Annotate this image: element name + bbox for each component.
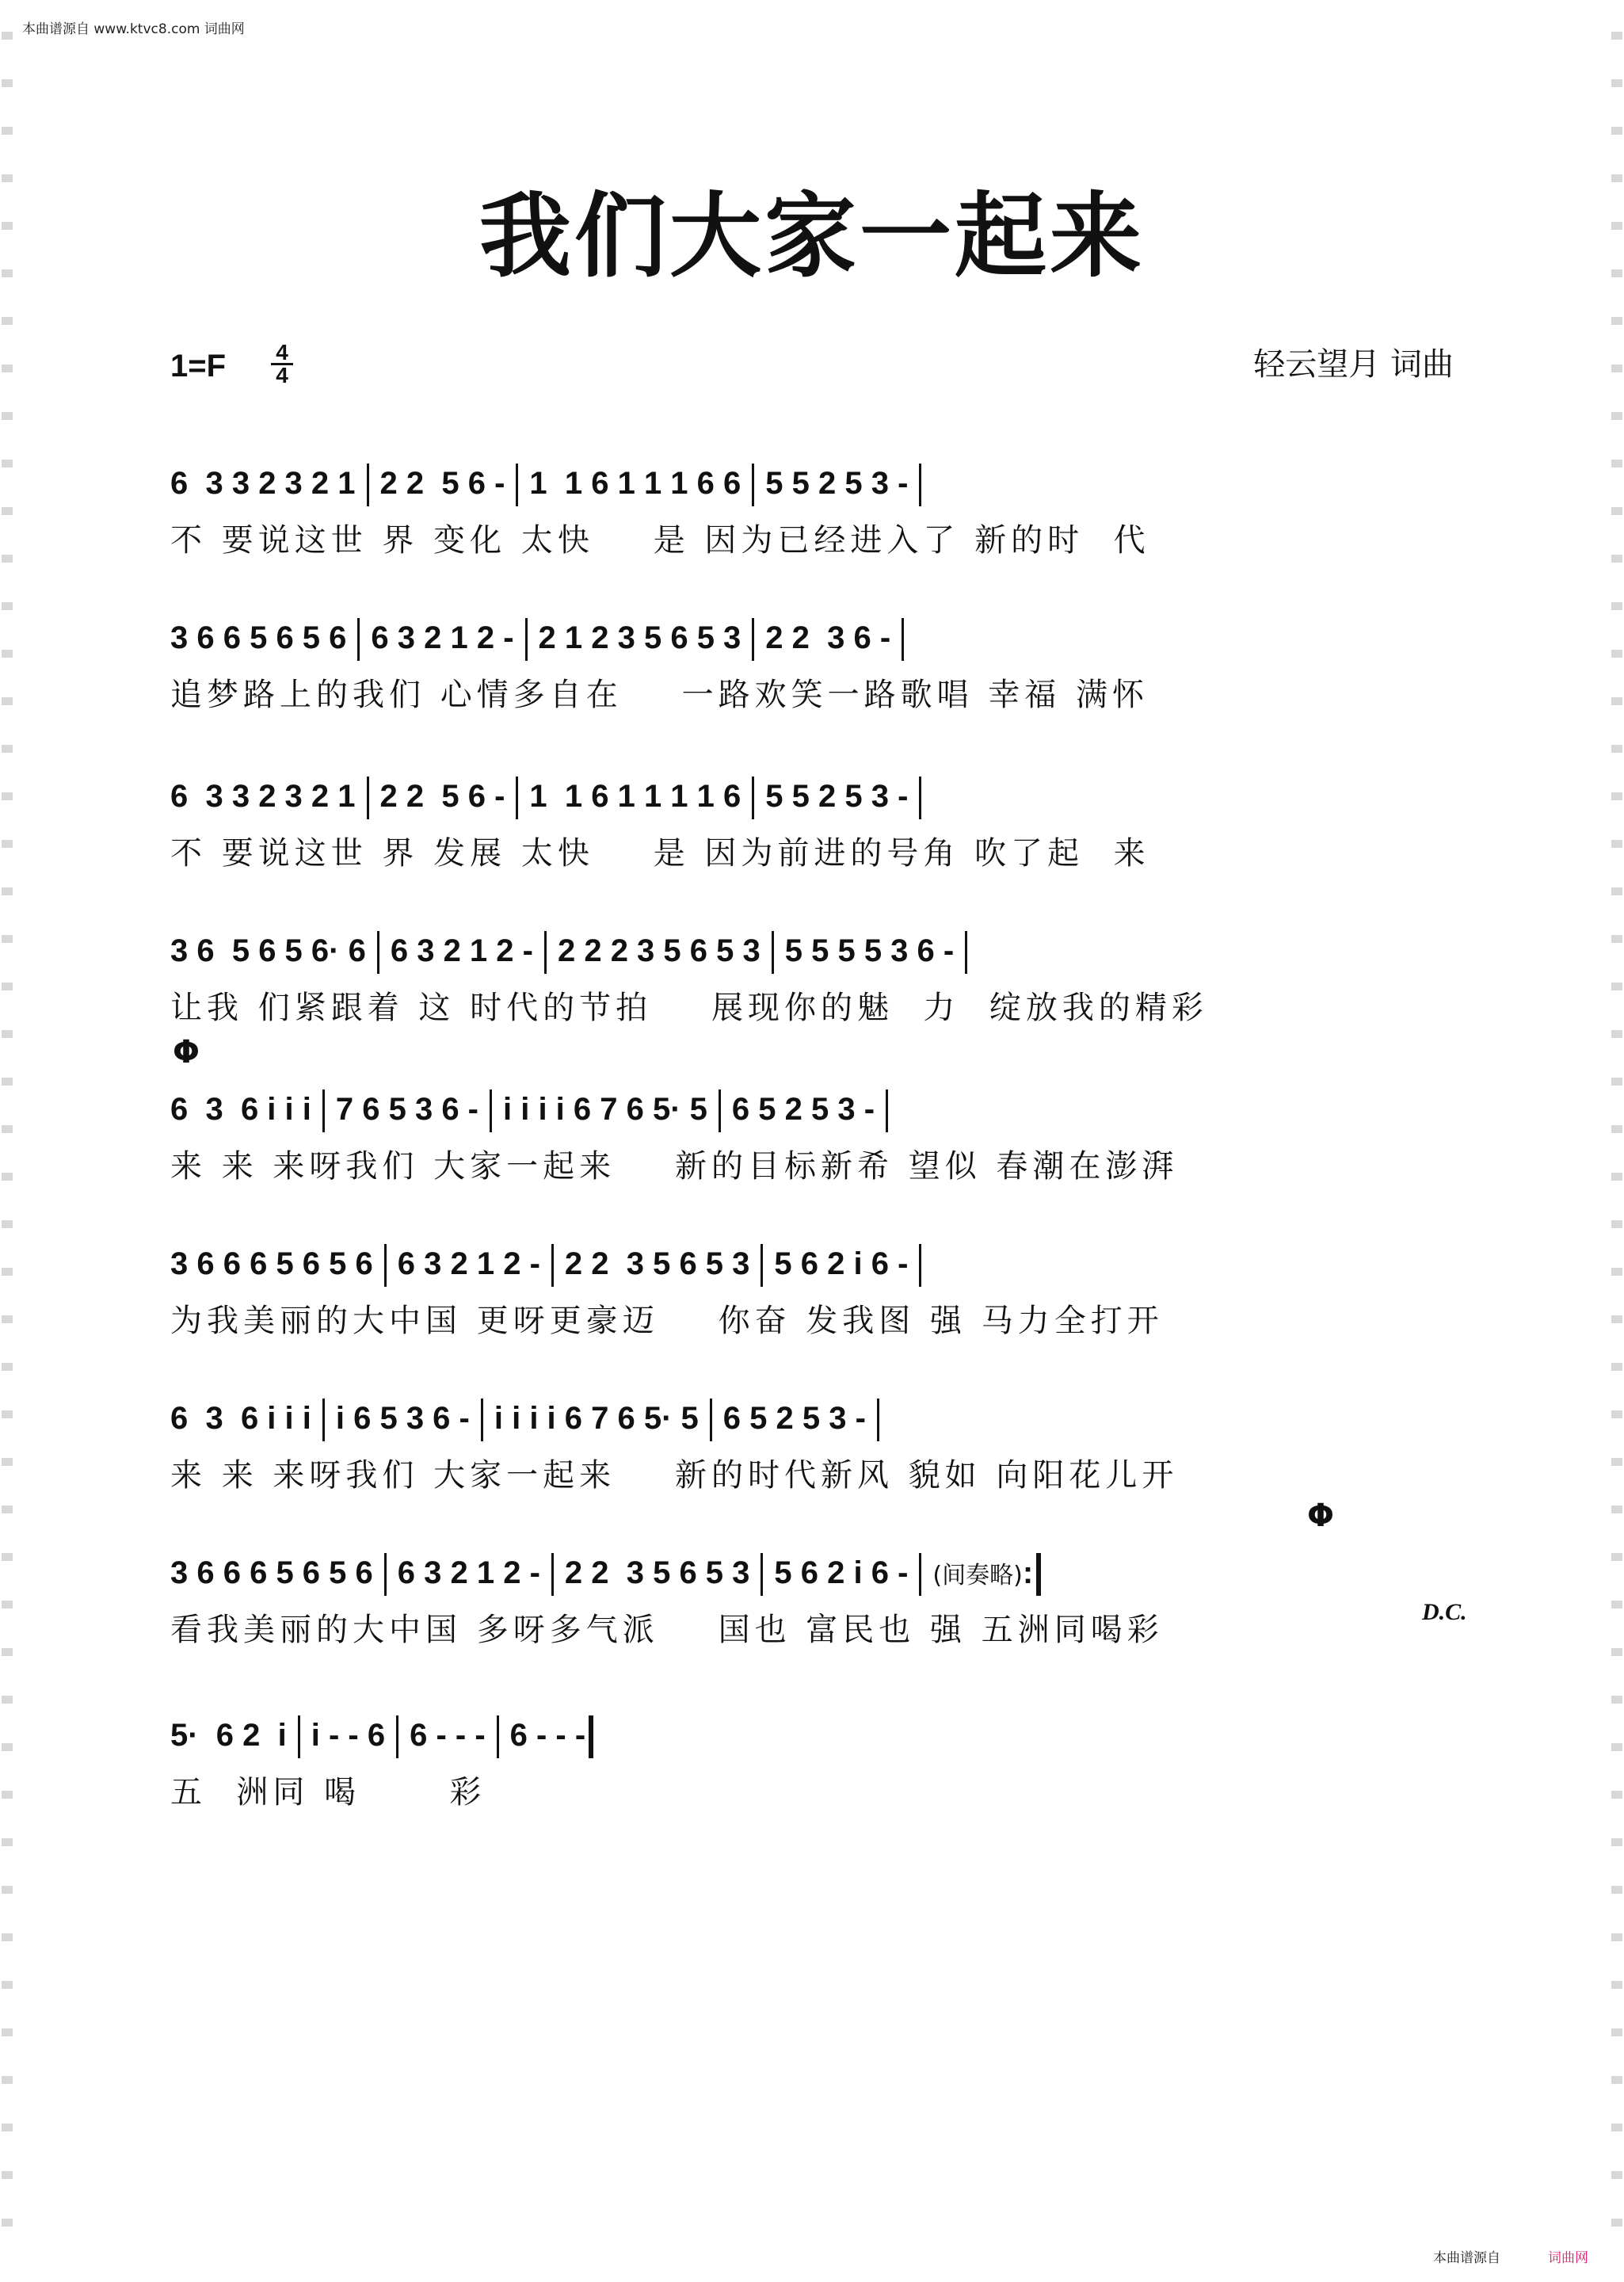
barline bbox=[525, 618, 528, 661]
score-system-7 bbox=[170, 1395, 1462, 1495]
song-title: 我们大家一起来 bbox=[479, 182, 1145, 290]
footer-site-link[interactable]: 词曲网 bbox=[1548, 2250, 1588, 2266]
time-signature-top: 4 bbox=[276, 340, 288, 364]
barline bbox=[719, 1089, 721, 1132]
barline bbox=[367, 464, 369, 506]
measure: 6 3 2 1 2 - bbox=[397, 1246, 540, 1281]
notes-line bbox=[170, 1395, 1462, 1442]
barline bbox=[772, 931, 774, 974]
notes-line bbox=[170, 927, 1462, 975]
time-signature bbox=[269, 342, 295, 386]
footer bbox=[1433, 2246, 1588, 2266]
measure: 6 3 3 2 3 2 1 bbox=[170, 466, 356, 501]
measure: 2 1 2 3 5 6 5 3 bbox=[538, 620, 741, 655]
barline bbox=[367, 777, 369, 819]
measure: 6 3 6 i i i bbox=[170, 1401, 311, 1436]
lyrics-line: 为我美丽的大中国 更呀更豪迈 你奋 发我图 强 马力全打开 bbox=[170, 1303, 1164, 1339]
measure: 2 2 2 3 5 6 5 3 bbox=[557, 933, 761, 968]
lyrics-line: 追梦路上的我们 心情多自在 一路欢笑一路歌唱 幸福 满怀 bbox=[170, 677, 1149, 713]
measure: 3 6 6 6 5 6 5 6 bbox=[170, 1246, 373, 1281]
measure: 6 5 2 5 3 - bbox=[722, 1401, 866, 1436]
barline bbox=[384, 1553, 387, 1596]
barline bbox=[919, 777, 921, 819]
measure: 5 5 2 5 3 - bbox=[765, 466, 909, 501]
measure: 3 6 5 6 5 6· 6 bbox=[170, 933, 366, 968]
notes-line bbox=[170, 1549, 1462, 1597]
score-system-1 bbox=[170, 460, 1462, 560]
barline bbox=[516, 777, 518, 819]
measure: i 6 5 3 6 - bbox=[335, 1401, 470, 1436]
barline bbox=[919, 1553, 921, 1596]
final-barline bbox=[589, 1715, 593, 1758]
notes-line bbox=[170, 1086, 1462, 1133]
repeat-dots: : bbox=[1022, 1555, 1034, 1590]
measure: 1 1 6 1 1 1 1 6 bbox=[529, 779, 741, 814]
barline bbox=[761, 1553, 763, 1596]
barline bbox=[919, 464, 921, 506]
barline bbox=[497, 1715, 499, 1758]
barline bbox=[886, 1089, 888, 1132]
barline bbox=[752, 464, 754, 506]
barline bbox=[919, 1244, 921, 1287]
barline bbox=[481, 1399, 483, 1441]
barline bbox=[544, 931, 547, 974]
barline bbox=[490, 1089, 492, 1132]
notes-line bbox=[170, 460, 1462, 507]
segno-mark: Φ bbox=[173, 1034, 200, 1070]
score-system-3 bbox=[170, 773, 1462, 873]
barline bbox=[877, 1399, 879, 1441]
author-credit: 轻云望月 词曲 bbox=[1253, 346, 1454, 383]
lyrics-line: 不 要说这世 界 变化 太快 是 因为已经进入了 新的时 代 bbox=[170, 522, 1150, 559]
barline bbox=[551, 1553, 554, 1596]
barline bbox=[752, 777, 754, 819]
header-source-text: 本曲谱源自 www.ktvc8.com 词曲网 bbox=[22, 21, 245, 37]
dc-mark: D.C. bbox=[1422, 1599, 1467, 1625]
measure: 7 6 5 3 6 - bbox=[335, 1092, 478, 1127]
barline bbox=[396, 1715, 398, 1758]
barline bbox=[298, 1715, 300, 1758]
measure: 6 3 2 1 2 - bbox=[371, 620, 514, 655]
barline bbox=[357, 618, 360, 661]
notes-line bbox=[170, 1240, 1462, 1288]
notes-line bbox=[170, 1712, 1462, 1759]
barline bbox=[516, 464, 518, 506]
barline bbox=[965, 931, 967, 974]
barline bbox=[752, 618, 754, 661]
score-system-4 bbox=[170, 927, 1462, 1028]
score-system-6 bbox=[170, 1240, 1462, 1341]
lyrics-line: 五 洲同 喝 彩 bbox=[170, 1774, 486, 1811]
barline bbox=[322, 1089, 325, 1132]
measure: 2 2 5 6 - bbox=[379, 466, 505, 501]
measure: i i i i 6 7 6 5· 5 bbox=[494, 1401, 699, 1436]
lyrics-line: 来 来 来呀我们 大家一起来 新的目标新希 望似 春潮在澎湃 bbox=[170, 1148, 1179, 1185]
barline bbox=[551, 1244, 554, 1287]
measure: 6 - - - bbox=[509, 1718, 586, 1753]
score-system-5 bbox=[170, 1086, 1462, 1186]
measure: 6 3 2 1 2 - bbox=[390, 933, 533, 968]
measure: 5 6 2 i 6 - bbox=[774, 1555, 909, 1590]
barline bbox=[710, 1399, 712, 1441]
measure: 5 5 2 5 3 - bbox=[765, 779, 909, 814]
barline bbox=[902, 618, 904, 661]
measure: 1 1 6 1 1 1 6 6 bbox=[529, 466, 741, 501]
lyrics-line: 让我 们紧跟着 这 时代的节拍 展现你的魅 力 绽放我的精彩 bbox=[170, 990, 1208, 1026]
notes-line bbox=[170, 773, 1462, 820]
final-barline bbox=[1036, 1553, 1041, 1596]
measure: 5 6 2 i 6 - bbox=[774, 1246, 909, 1281]
barline bbox=[761, 1244, 763, 1287]
measure: i - - 6 bbox=[311, 1718, 386, 1753]
measure: 3 6 6 5 6 5 6 bbox=[170, 620, 347, 655]
footer-source: 本曲谱源自 bbox=[1433, 2250, 1500, 2266]
measure: 6 3 6 i i i bbox=[170, 1092, 311, 1127]
barline bbox=[322, 1399, 325, 1441]
score-system-8 bbox=[170, 1549, 1462, 1650]
measure: i i i i 6 7 6 5· 5 bbox=[503, 1092, 707, 1127]
barline bbox=[384, 1244, 387, 1287]
score-system-9 bbox=[170, 1712, 1462, 1812]
left-border-watermark bbox=[2, 32, 13, 2250]
interlude-note: (间奏略) bbox=[932, 1562, 1023, 1589]
measure: 6 5 2 5 3 - bbox=[731, 1092, 875, 1127]
lyrics-line: 不 要说这世 界 发展 太快 是 因为前进的号角 吹了起 来 bbox=[170, 835, 1150, 872]
barline bbox=[377, 931, 379, 974]
score-system-2 bbox=[170, 614, 1462, 715]
measure: 5 5 5 5 3 6 - bbox=[784, 933, 955, 968]
measure: 6 3 3 2 3 2 1 bbox=[170, 779, 356, 814]
right-border-watermark bbox=[1611, 32, 1622, 2250]
measure: 2 2 5 6 - bbox=[379, 779, 505, 814]
measure: 2 2 3 5 6 5 3 bbox=[564, 1555, 750, 1590]
measure: 3 6 6 6 5 6 5 6 bbox=[170, 1555, 373, 1590]
measure: 5· 6 2 i bbox=[170, 1718, 287, 1753]
lyrics-line: 看我美丽的大中国 多呀多气派 国也 富民也 强 五洲同喝彩 bbox=[170, 1612, 1164, 1648]
notes-line bbox=[170, 614, 1462, 662]
measure: 2 2 3 5 6 5 3 bbox=[564, 1246, 750, 1281]
measure: 6 3 2 1 2 - bbox=[397, 1555, 540, 1590]
key-signature: 1=F bbox=[170, 349, 227, 384]
measure: 2 2 3 6 - bbox=[765, 620, 891, 655]
measure: 6 - - - bbox=[410, 1718, 486, 1753]
time-signature-bottom: 4 bbox=[276, 363, 288, 387]
lyrics-line: 来 来 来呀我们 大家一起来 新的时代新风 貌如 向阳花儿开 bbox=[170, 1457, 1179, 1494]
segno-mark-right: Φ bbox=[1307, 1498, 1335, 1534]
